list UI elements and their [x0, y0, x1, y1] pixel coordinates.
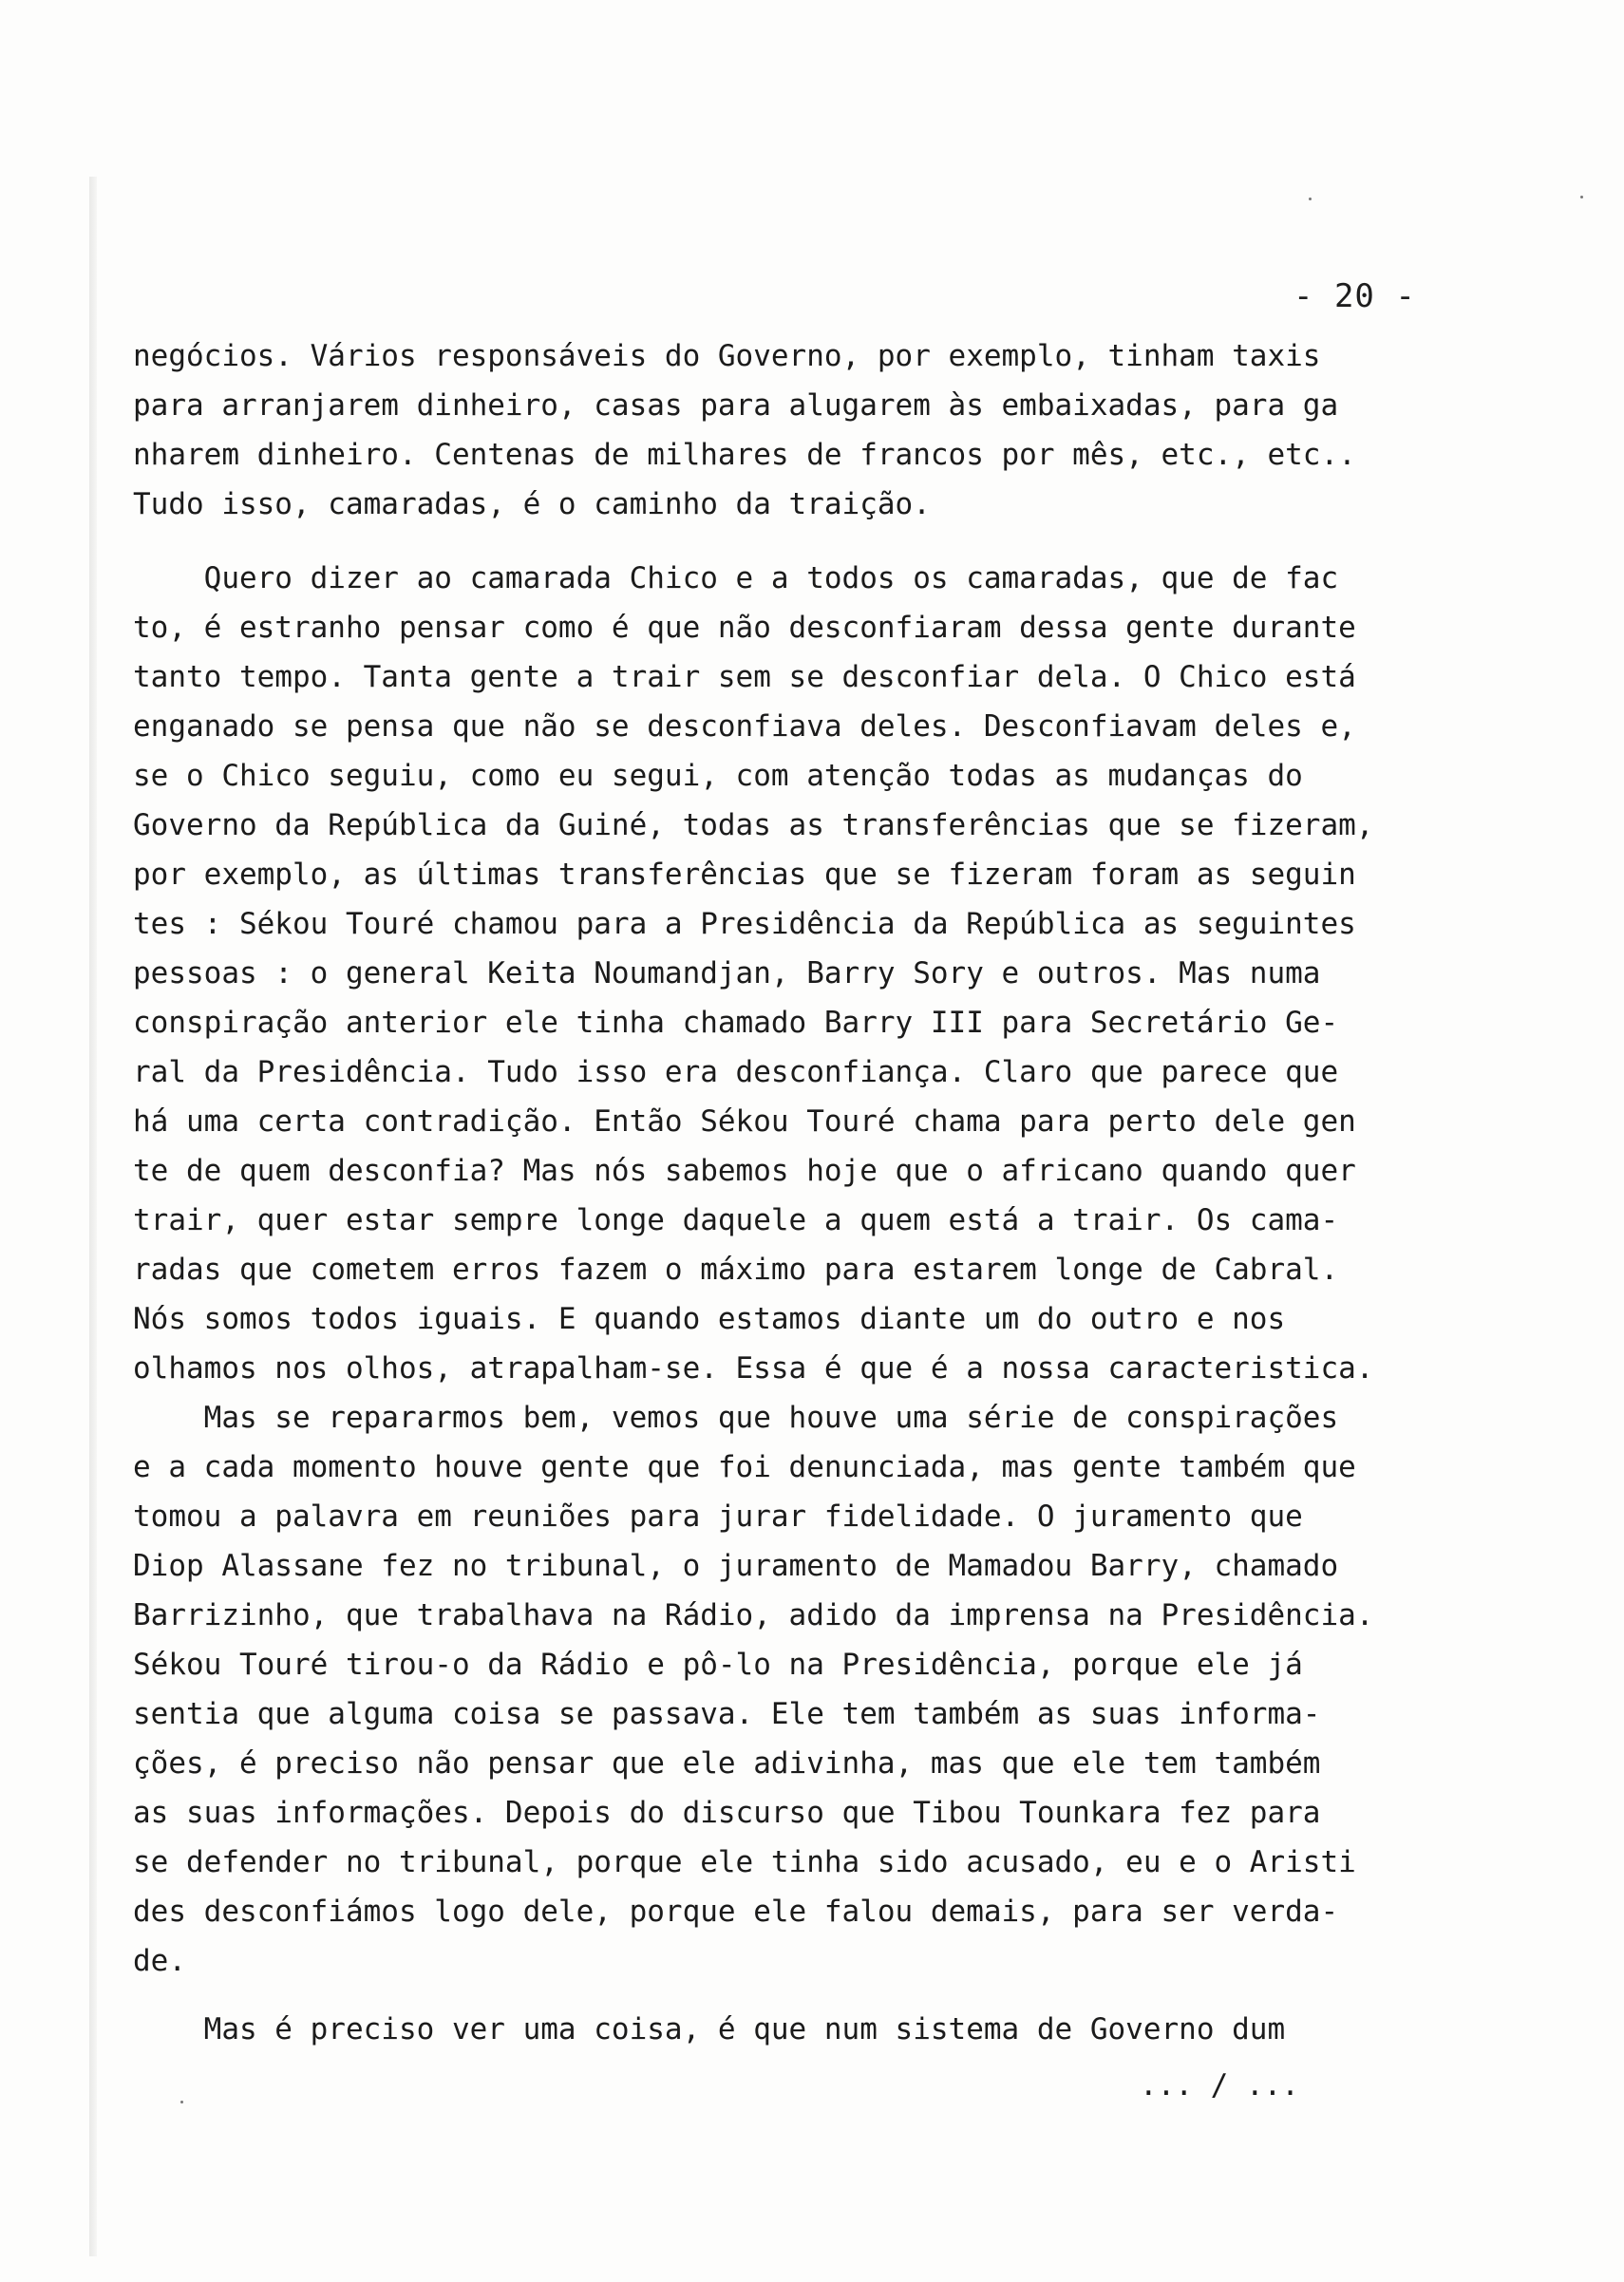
text-line: Mas se repararmos bem, vemos que houve uma série de conspirações [133, 1401, 1339, 1435]
scan-speck [1309, 198, 1312, 200]
text-line: por exemplo, as últimas transferências que se fizeram foram as seguin [133, 858, 1356, 892]
text-line: tanto tempo. Tanta gente a trair sem se desconfiar dela. O Chico está [133, 660, 1356, 694]
text-line: des desconfiámos logo dele, porque ele falou demais, para ser verda- [133, 1895, 1339, 1929]
page-number: - 20 - [1294, 277, 1416, 315]
text-line: se defender no tribunal, porque ele tinha sido acusado, eu e o Aristi [133, 1845, 1356, 1879]
text-line: Mas é preciso ver uma coisa, é que num sistema de Governo dum [133, 2012, 1286, 2046]
paper-edge-shadow [89, 177, 97, 2256]
text-line: ral da Presidência. Tudo isso era desconfiança. Claro que parece que [133, 1055, 1339, 1089]
text-line: Barrizinho, que trabalhava na Rádio, adido da imprensa na Presidência. [133, 1598, 1374, 1632]
scan-speck [180, 2101, 183, 2103]
continuation-mark: ... / ... [1140, 2068, 1299, 2103]
text-line: tes : Sékou Touré chamou para a Presidência da República as seguintes [133, 907, 1356, 941]
text-line: Diop Alassane fez no tribunal, o juramento de Mamadou Barry, chamado [133, 1549, 1339, 1583]
text-line: Tudo isso, camaradas, é o caminho da traição. [133, 487, 931, 521]
text-line: tomou a palavra em reuniões para jurar fidelidade. O juramento que [133, 1499, 1303, 1534]
text-line: se o Chico seguiu, como eu segui, com atenção todas as mudanças do [133, 759, 1303, 793]
text-line: há uma certa contradição. Então Sékou Touré chama para perto dele gen [133, 1104, 1356, 1139]
text-line: enganado se pensa que não se desconfiava deles. Desconfiavam deles e, [133, 709, 1356, 744]
text-line: Nós somos todos iguais. E quando estamos diante um do outro e nos [133, 1302, 1286, 1336]
text-line: conspiração anterior ele tinha chamado Barry III para Secretário Ge- [133, 1006, 1339, 1040]
text-line: radas que cometem erros fazem o máximo para estarem longe de Cabral. [133, 1253, 1339, 1287]
text-line: trair, quer estar sempre longe daquele a quem está a trair. Os cama- [133, 1203, 1339, 1237]
text-line: to, é estranho pensar como é que não desconfiaram dessa gente durante [133, 611, 1356, 645]
text-line: Sékou Touré tirou-o da Rádio e pô-lo na Presidência, porque ele já [133, 1648, 1303, 1682]
text-line: Governo da República da Guiné, todas as transferências que se fizeram, [133, 808, 1374, 842]
text-line: as suas informações. Depois do discurso que Tibou Tounkara fez para [133, 1796, 1321, 1830]
text-line: te de quem desconfia? Mas nós sabemos hoje que o africano quando quer [133, 1154, 1356, 1188]
text-line: pessoas : o general Keita Noumandjan, Barry Sory e outros. Mas numa [133, 956, 1321, 990]
text-line: de. [133, 1944, 186, 1978]
text-line: para arranjarem dinheiro, casas para alugarem às embaixadas, para ga [133, 388, 1339, 423]
text-line: nharem dinheiro. Centenas de milhares de francos por mês, etc., etc.. [133, 438, 1356, 472]
text-line: sentia que alguma coisa se passava. Ele tem também as suas informa- [133, 1697, 1321, 1731]
text-line: ções, é preciso não pensar que ele adivinha, mas que ele tem também [133, 1746, 1321, 1781]
text-line: e a cada momento houve gente que foi denunciada, mas gente também que [133, 1450, 1356, 1484]
scan-speck [1580, 196, 1583, 198]
text-line: olhamos nos olhos, atrapalham-se. Essa é que é a nossa caracteristica. [133, 1351, 1374, 1386]
text-line: Quero dizer ao camarada Chico e a todos os camaradas, que de fac [133, 561, 1339, 595]
text-line: negócios. Vários responsáveis do Governo, por exemplo, tinham taxis [133, 339, 1321, 373]
